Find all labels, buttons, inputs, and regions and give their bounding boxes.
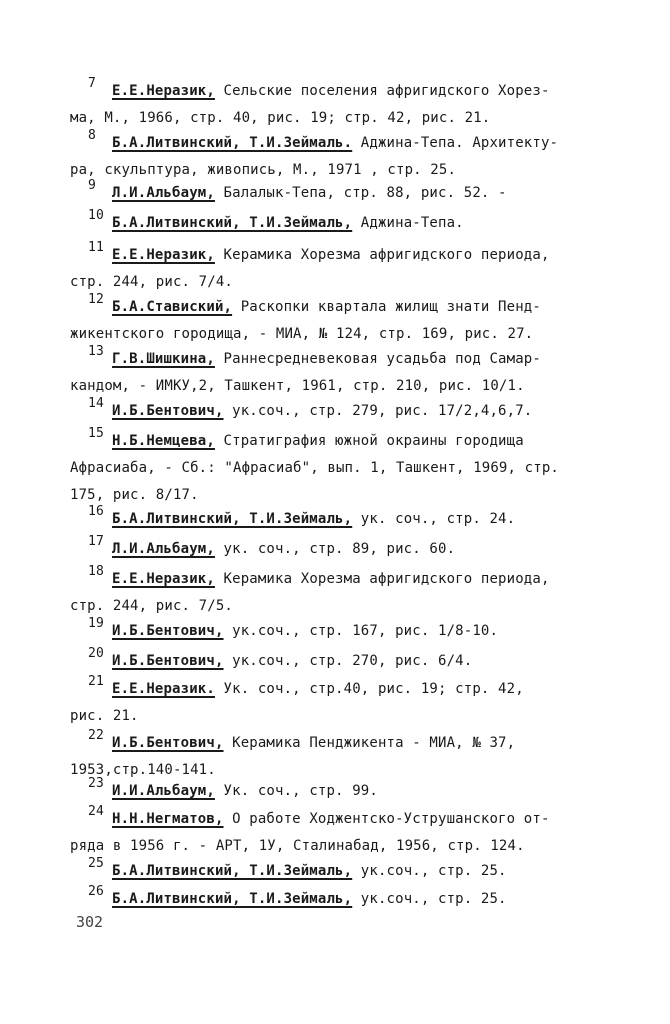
footnote-number: 15 <box>88 426 104 441</box>
footnote-number: 25 <box>88 856 104 871</box>
footnote-author: Е.Е.Неразик, <box>112 247 215 263</box>
footnote-item <box>70 426 618 509</box>
footnote-number: 7 <box>88 76 96 91</box>
footnote-author: И.Б.Бентович, <box>112 653 224 669</box>
footnote-number: 19 <box>88 616 104 631</box>
footnote-first-line <box>88 730 618 757</box>
footnote-author: Е.Е.Неразик. <box>112 681 215 697</box>
footnote-number: 18 <box>88 564 104 579</box>
footnote-number: 13 <box>88 344 104 359</box>
footnote-number: 10 <box>88 208 104 223</box>
footnote-text: Керамика Хорезма афригидского периода, <box>214 247 550 263</box>
footnote-number: 12 <box>88 292 104 307</box>
footnote-first-line <box>88 428 618 455</box>
footnote-text: ук.соч., стр. 25. <box>352 891 507 907</box>
footnote-first-line <box>88 618 618 645</box>
footnote-first-line <box>88 294 618 321</box>
page-number: 302 <box>76 913 104 931</box>
footnote-text: ук.соч., стр. 270, рис. 6/4. <box>223 653 473 669</box>
footnote-number: 11 <box>88 240 104 255</box>
footnote-continuation: ра, скульптура, живопись, М., 1971 , стр. 25. <box>70 162 457 178</box>
footnote-text: ук.соч., стр. 279, рис. 17/2,4,6,7. <box>223 403 533 419</box>
footnote-author: Е.Е.Неразик, <box>112 571 215 587</box>
footnote-item <box>70 240 618 296</box>
footnote-author: Б.А.Литвинский, Т.И.Зеймаль, <box>112 863 353 879</box>
footnote-continuation: ма, М., 1966, стр. 40, рис. 19; стр. 42, рис. 21. <box>70 110 491 126</box>
footnote-item <box>88 648 618 675</box>
footnote-first-line <box>88 130 618 157</box>
footnote-author: И.Б.Бентович, <box>112 735 224 751</box>
footnote-item <box>88 618 618 645</box>
footnote-number: 17 <box>88 534 104 549</box>
footnote-first-line <box>88 676 618 703</box>
footnote-number: 22 <box>88 728 104 743</box>
footnote-number: 8 <box>88 128 96 143</box>
footnote-item <box>88 210 618 237</box>
footnote-continuation: 175, рис. 8/17. <box>70 487 199 503</box>
footnote-author: Е.Е.Неразик, <box>112 83 215 99</box>
footnote-number: 14 <box>88 396 104 411</box>
footnote-first-line <box>88 346 618 373</box>
footnote-item <box>70 674 618 730</box>
footnote-item <box>70 728 618 784</box>
footnote-item <box>88 180 618 207</box>
footnote-author: Б.А.Литвинский, Т.И.Зеймаль, <box>112 891 353 907</box>
footnote-continuation: Афрасиаба, - Сб.: "Афрасиаб", вып. 1, Ташкент, 1969, стр. <box>70 460 559 476</box>
footnote-author: Н.Б.Немцева, <box>112 433 215 449</box>
footnote-text: ук. соч., стр. 24. <box>352 511 516 527</box>
footnote-author: Г.В.Шишкина, <box>112 351 215 367</box>
footnote-item <box>70 564 618 620</box>
footnote-text: ук.соч., стр. 167, рис. 1/8-10. <box>223 623 499 639</box>
footnote-author: Б.А.Ставиский, <box>112 299 233 315</box>
footnote-author: И.Б.Бентович, <box>112 623 224 639</box>
footnote-item <box>70 804 618 860</box>
footnote-first-line <box>88 858 618 885</box>
footnote-item <box>88 886 618 913</box>
footnote-text: Сельские поселения афригидского Хорез- <box>214 83 550 99</box>
footnote-text: Ук. соч., стр. 99. <box>214 783 378 799</box>
footnote-first-line <box>88 886 618 913</box>
footnote-item <box>88 536 618 563</box>
footnote-text: Балалык-Тепа, стр. 88, рис. 52. - <box>214 185 507 201</box>
footnote-text: ук.соч., стр. 25. <box>352 863 507 879</box>
footnote-number: 24 <box>88 804 104 819</box>
footnote-item <box>70 76 618 132</box>
footnote-first-line <box>88 506 618 533</box>
footnote-text: Аджина-Тепа. <box>352 215 464 231</box>
footnote-text: Стратиграфия южной окраины городища <box>214 433 524 449</box>
footnote-text: Аджина-Тепа. Архитекту- <box>352 135 559 151</box>
footnote-item <box>88 858 618 885</box>
footnote-text: ук. соч., стр. 89, рис. 60. <box>214 541 456 557</box>
footnote-number: 9 <box>88 178 96 193</box>
footnote-text: О работе Ходжентско-Уструшанского от- <box>223 811 550 827</box>
footnote-first-line <box>88 210 618 237</box>
footnote-continuation: ряда в 1956 г. - АРТ, 1У, Сталинабад, 1956, стр. 124. <box>70 838 525 854</box>
footnote-item <box>70 344 618 400</box>
footnote-author: Л.И.Альбаум, <box>112 541 215 557</box>
footnote-number: 23 <box>88 776 104 791</box>
footnote-number: 16 <box>88 504 104 519</box>
footnote-text: Раскопки квартала жилищ знати Пенд- <box>232 299 541 315</box>
footnote-first-line <box>88 242 618 269</box>
footnote-first-line <box>88 536 618 563</box>
footnote-author: Л.И.Альбаум, <box>112 185 215 201</box>
footnote-author: Н.Н.Негматов, <box>112 811 224 827</box>
footnote-continuation: 1953,стр.140-141. <box>70 762 216 778</box>
footnote-author: И.И.Альбаум, <box>112 783 215 799</box>
footnote-item <box>88 506 618 533</box>
footnote-text: Керамика Пенджикента - МИА, № 37, <box>223 735 516 751</box>
footnote-author: И.Б.Бентович, <box>112 403 224 419</box>
footnote-first-line <box>88 566 618 593</box>
footnote-number: 26 <box>88 884 104 899</box>
footnote-first-line <box>88 78 618 105</box>
footnote-first-line <box>88 648 618 675</box>
footnote-first-line <box>88 806 618 833</box>
footnote-text: Керамика Хорезма афригидского периода, <box>214 571 550 587</box>
footnote-item <box>88 778 618 805</box>
footnote-continuation: стр. 244, рис. 7/5. <box>70 598 233 614</box>
footnote-first-line <box>88 180 618 207</box>
footnote-author: Б.А.Литвинский, Т.И.Зеймаль, <box>112 215 353 231</box>
footnote-author: Б.А.Литвинский, Т.И.Зеймаль, <box>112 511 353 527</box>
footnote-text: Раннесредневековая усадьба под Самар- <box>214 351 541 367</box>
footnote-item <box>88 398 618 425</box>
footnote-item <box>70 128 618 184</box>
footnote-number: 20 <box>88 646 104 661</box>
footnote-continuation: кандом, - ИМКУ,2, Ташкент, 1961, стр. 210, рис. 10/1. <box>70 378 525 394</box>
footnote-first-line <box>88 778 618 805</box>
footnote-number: 21 <box>88 674 104 689</box>
footnote-text: Ук. соч., стр.40, рис. 19; стр. 42, <box>214 681 524 697</box>
footnote-continuation: рис. 21. <box>70 708 139 724</box>
footnote-continuation: стр. 244, рис. 7/4. <box>70 274 233 290</box>
footnote-continuation: жикентского городища, - МИА, № 124, стр. 169, рис. 27. <box>70 326 534 342</box>
footnote-author: Б.А.Литвинский, Т.И.Зеймаль. <box>112 135 353 151</box>
footnote-item <box>70 292 618 348</box>
footnote-first-line <box>88 398 618 425</box>
